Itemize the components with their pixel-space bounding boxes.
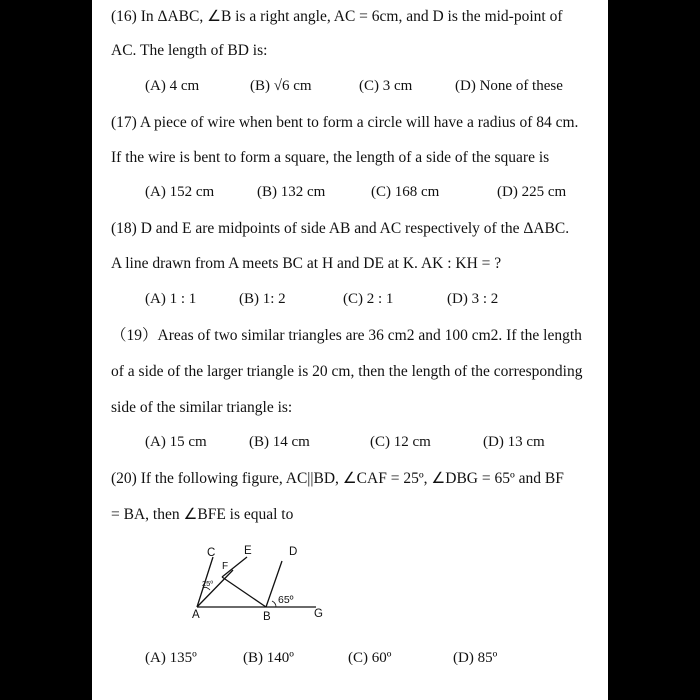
q18-option-b: (B) 1: 2	[239, 291, 286, 307]
q20-line-2: = BA, then ∠BFE is equal to	[111, 506, 294, 523]
label-c: C	[207, 547, 216, 559]
q17-option-c: (C) 168 cm	[371, 184, 440, 200]
q20-option-b: (B) 140º	[243, 650, 294, 666]
q19-option-b: (B) 14 cm	[249, 434, 310, 450]
q18-line-1: (18) D and E are midpoints of side AB and AC respectively of the ΔABC.	[111, 220, 570, 237]
label-e: E	[244, 545, 252, 557]
q18-option-d: (D) 3 : 2	[447, 291, 499, 307]
q17-line-1: (17) A piece of wire when bent to form a circle will have a radius of 84 cm.	[111, 114, 579, 131]
q16-line-2: AC. The length of BD is:	[111, 42, 268, 59]
q17-line-2: If the wire is bent to form a square, the length of a side of the square is	[111, 149, 550, 166]
q19-option-c: (C) 12 cm	[370, 434, 431, 450]
q17-option-a: (A) 152 cm	[145, 184, 215, 200]
label-d: D	[289, 546, 298, 558]
angle-b-arc	[272, 601, 276, 607]
q17-option-b: (B) 132 cm	[257, 184, 326, 200]
q20-option-a: (A) 135º	[145, 650, 197, 666]
q16-line-1: (16) In ΔABC, ∠B is a right angle, AC = 6cm, and D is the mid-point of	[111, 8, 563, 25]
q19-option-d: (D) 13 cm	[483, 434, 545, 450]
q19-line-3: side of the similar triangle is:	[111, 399, 293, 416]
q19-option-a: (A) 15 cm	[145, 434, 207, 450]
q17-option-d: (D) 225 cm	[497, 184, 567, 200]
q20-line-1: (20) If the following figure, AC||BD, ∠CAF = 25º, ∠DBG = 65º and BF	[111, 470, 564, 487]
label-f: F	[222, 561, 229, 572]
q16-option-b: (B) √6 cm	[250, 78, 312, 94]
q18-option-c: (C) 2 : 1	[343, 291, 394, 307]
q20-option-d: (D) 85º	[453, 650, 498, 666]
label-b: B	[263, 611, 271, 623]
q20-option-c: (C) 60º	[348, 650, 392, 666]
geometry-figure	[92, 540, 352, 630]
angle-b-label: 65º	[278, 594, 294, 606]
label-g: G	[314, 608, 323, 620]
q19-line-2: of a side of the larger triangle is 20 cm, then the length of the corresponding	[111, 363, 583, 380]
q16-option-c: (C) 3 cm	[359, 78, 413, 94]
angle-a-label: 25º	[202, 579, 214, 588]
q18-option-a: (A) 1 : 1	[145, 291, 197, 307]
q19-line-1: （19）Areas of two similar triangles are 36 cm2 and 100 cm2. If the length	[111, 327, 582, 344]
q18-line-2: A line drawn from A meets BC at H and DE at K. AK : KH = ?	[111, 255, 502, 272]
label-a: A	[192, 609, 200, 621]
q16-option-a: (A) 4 cm	[145, 78, 200, 94]
q16-option-d: (D) None of these	[455, 78, 563, 94]
line-fb	[222, 577, 266, 607]
